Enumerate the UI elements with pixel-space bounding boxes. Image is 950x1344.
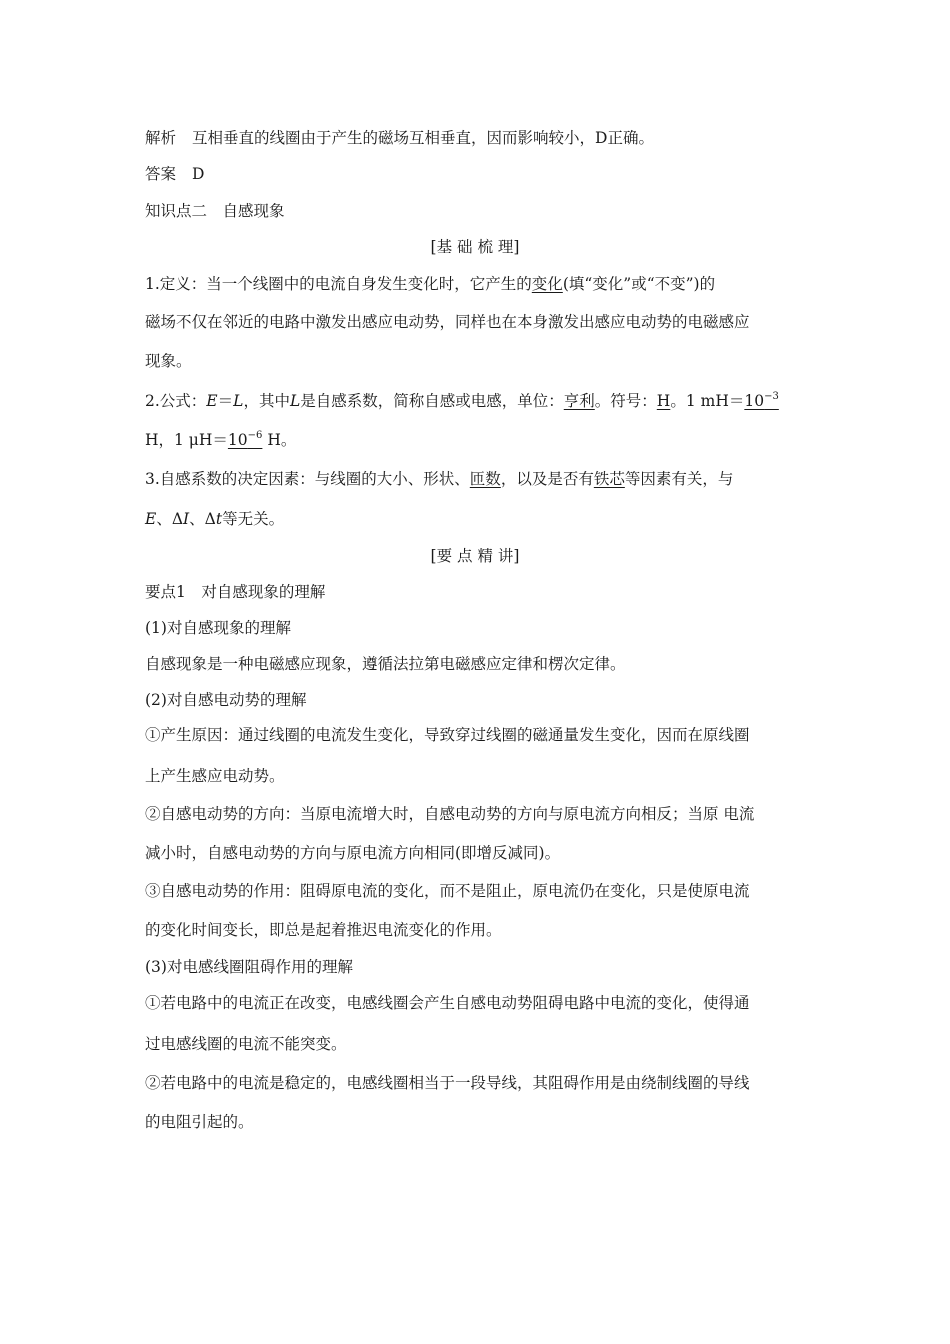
unit-blank: 亨利 [563,392,595,410]
changing-current-line-1: ①若电路中的电流正在改变，电感线圈会产生自感电动势阻碍电路中电流的变化，使得通 [145,994,750,1012]
section-title: 知识点二 自感现象 [145,202,285,220]
definition-line-2: 磁场不仅在邻近的电路中激发出感应电动势，同样也在本身激发出感应电动势的电磁感应 [145,313,750,331]
key-point-1-title: 要点1 对自感现象的理解 [145,583,326,601]
steady-current-line-2: 的电阻引起的。 [145,1113,254,1131]
basics-heading: [基 础 梳 理] [430,238,520,256]
subsection-1-title: (1)对自感现象的理解 [145,619,291,637]
definition-line-1 [145,272,815,294]
formula-text-6: H。 [262,431,297,449]
direction-line-2: 减小时，自感电动势的方向与原电流方向相同(即增反减同)。 [145,844,561,862]
direction-line-1: ②自感电动势的方向：当原电流增大时，自感电动势的方向与原电流方向相反；当原 电流 [145,805,755,823]
answer-line [145,162,815,184]
formula-text: ，其中 [243,392,290,410]
delta-text: 、Δ [156,510,184,528]
formula-text-2: 是自感系数，简称自感或电感，单位： [300,392,564,410]
factors-text-4: 等无关。 [222,510,285,528]
symbol-t: t [215,510,223,528]
cause-line-1: ①产生原因：通过线圈的电流发生变化，导致穿过线圈的磁通量发生变化，因而在原线圈 [145,726,750,744]
steady-current-line-1: ②若电路中的电流是稳定的，电感线圈相当于一段导线，其阻碍作用是由绕制线圈的导线 [145,1074,750,1092]
factors-text-3: 等因素有关，与 [624,470,734,488]
uh-base: 10 [227,431,248,449]
formula-text-3: 。符号： [594,392,657,410]
formula-text-5: H，1 μH＝ [145,431,228,449]
definition-text-tail: (填“变化”或“不变”)的 [562,275,716,293]
answer-value: D [192,165,205,183]
analysis-text: 互相垂直的线圈由于产生的磁场互相垂直，因而影响较小，D正确。 [192,129,654,147]
uh-blank [228,431,262,449]
core-blank: 铁芯 [593,470,625,488]
formula-prefix: 2.公式： [145,392,207,410]
key-points-heading: [要 点 精 讲] [430,547,520,565]
symbol-i: I [183,510,190,528]
subsection-3-title: (3)对电感线圈阻碍作用的理解 [145,958,353,976]
factors-line-2 [145,507,815,529]
factors-line-1 [145,467,815,489]
subsection-1-text: 自感现象是一种电磁感应现象，遵循法拉第电磁感应定律和楞次定律。 [145,655,626,673]
analysis-line [145,126,815,148]
subsection-2-title: (2)对自感电动势的理解 [145,691,307,709]
effect-line-2: 的变化时间变长，即总是起着推迟电流变化的作用。 [145,921,502,939]
uh-exponent: −6 [247,430,263,441]
changing-current-line-2: 过电感线圈的电流不能突变。 [145,1035,347,1053]
symbol-e-2: E [145,510,157,528]
definition-line-3: 现象。 [145,352,192,370]
mh-exponent: −3 [764,391,779,402]
formula-line-2 [145,428,815,450]
symbol-blank: H [656,392,671,410]
factors-text: 3.自感系数的决定因素：与线圈的大小、形状、 [145,470,470,488]
turns-blank: 匝数 [469,470,501,488]
formula-line-1 [145,389,815,411]
answer-label: 答案 [145,165,177,183]
symbol-l: L [233,392,244,410]
factors-text-2: ，以及是否有 [500,470,594,488]
mh-base: 10 [744,392,765,410]
delta-text-2: 、Δ [189,510,216,528]
equals-sign: ＝ [217,392,234,410]
definition-blank: 变化 [531,275,563,293]
mh-blank [744,392,778,410]
analysis-label: 解析 [145,129,177,147]
symbol-e: E [206,392,218,410]
formula-text-4: 。1 mH＝ [670,392,745,410]
symbol-l-2: L [289,392,301,410]
definition-text: 1.定义：当一个线圈中的电流自身发生变化时，它产生的 [145,275,532,293]
cause-line-2: 上产生感应电动势。 [145,767,285,785]
effect-line-1: ③自感电动势的作用：阻碍原电流的变化，而不是阻止，原电流仍在变化，只是使原电流 [145,882,750,900]
